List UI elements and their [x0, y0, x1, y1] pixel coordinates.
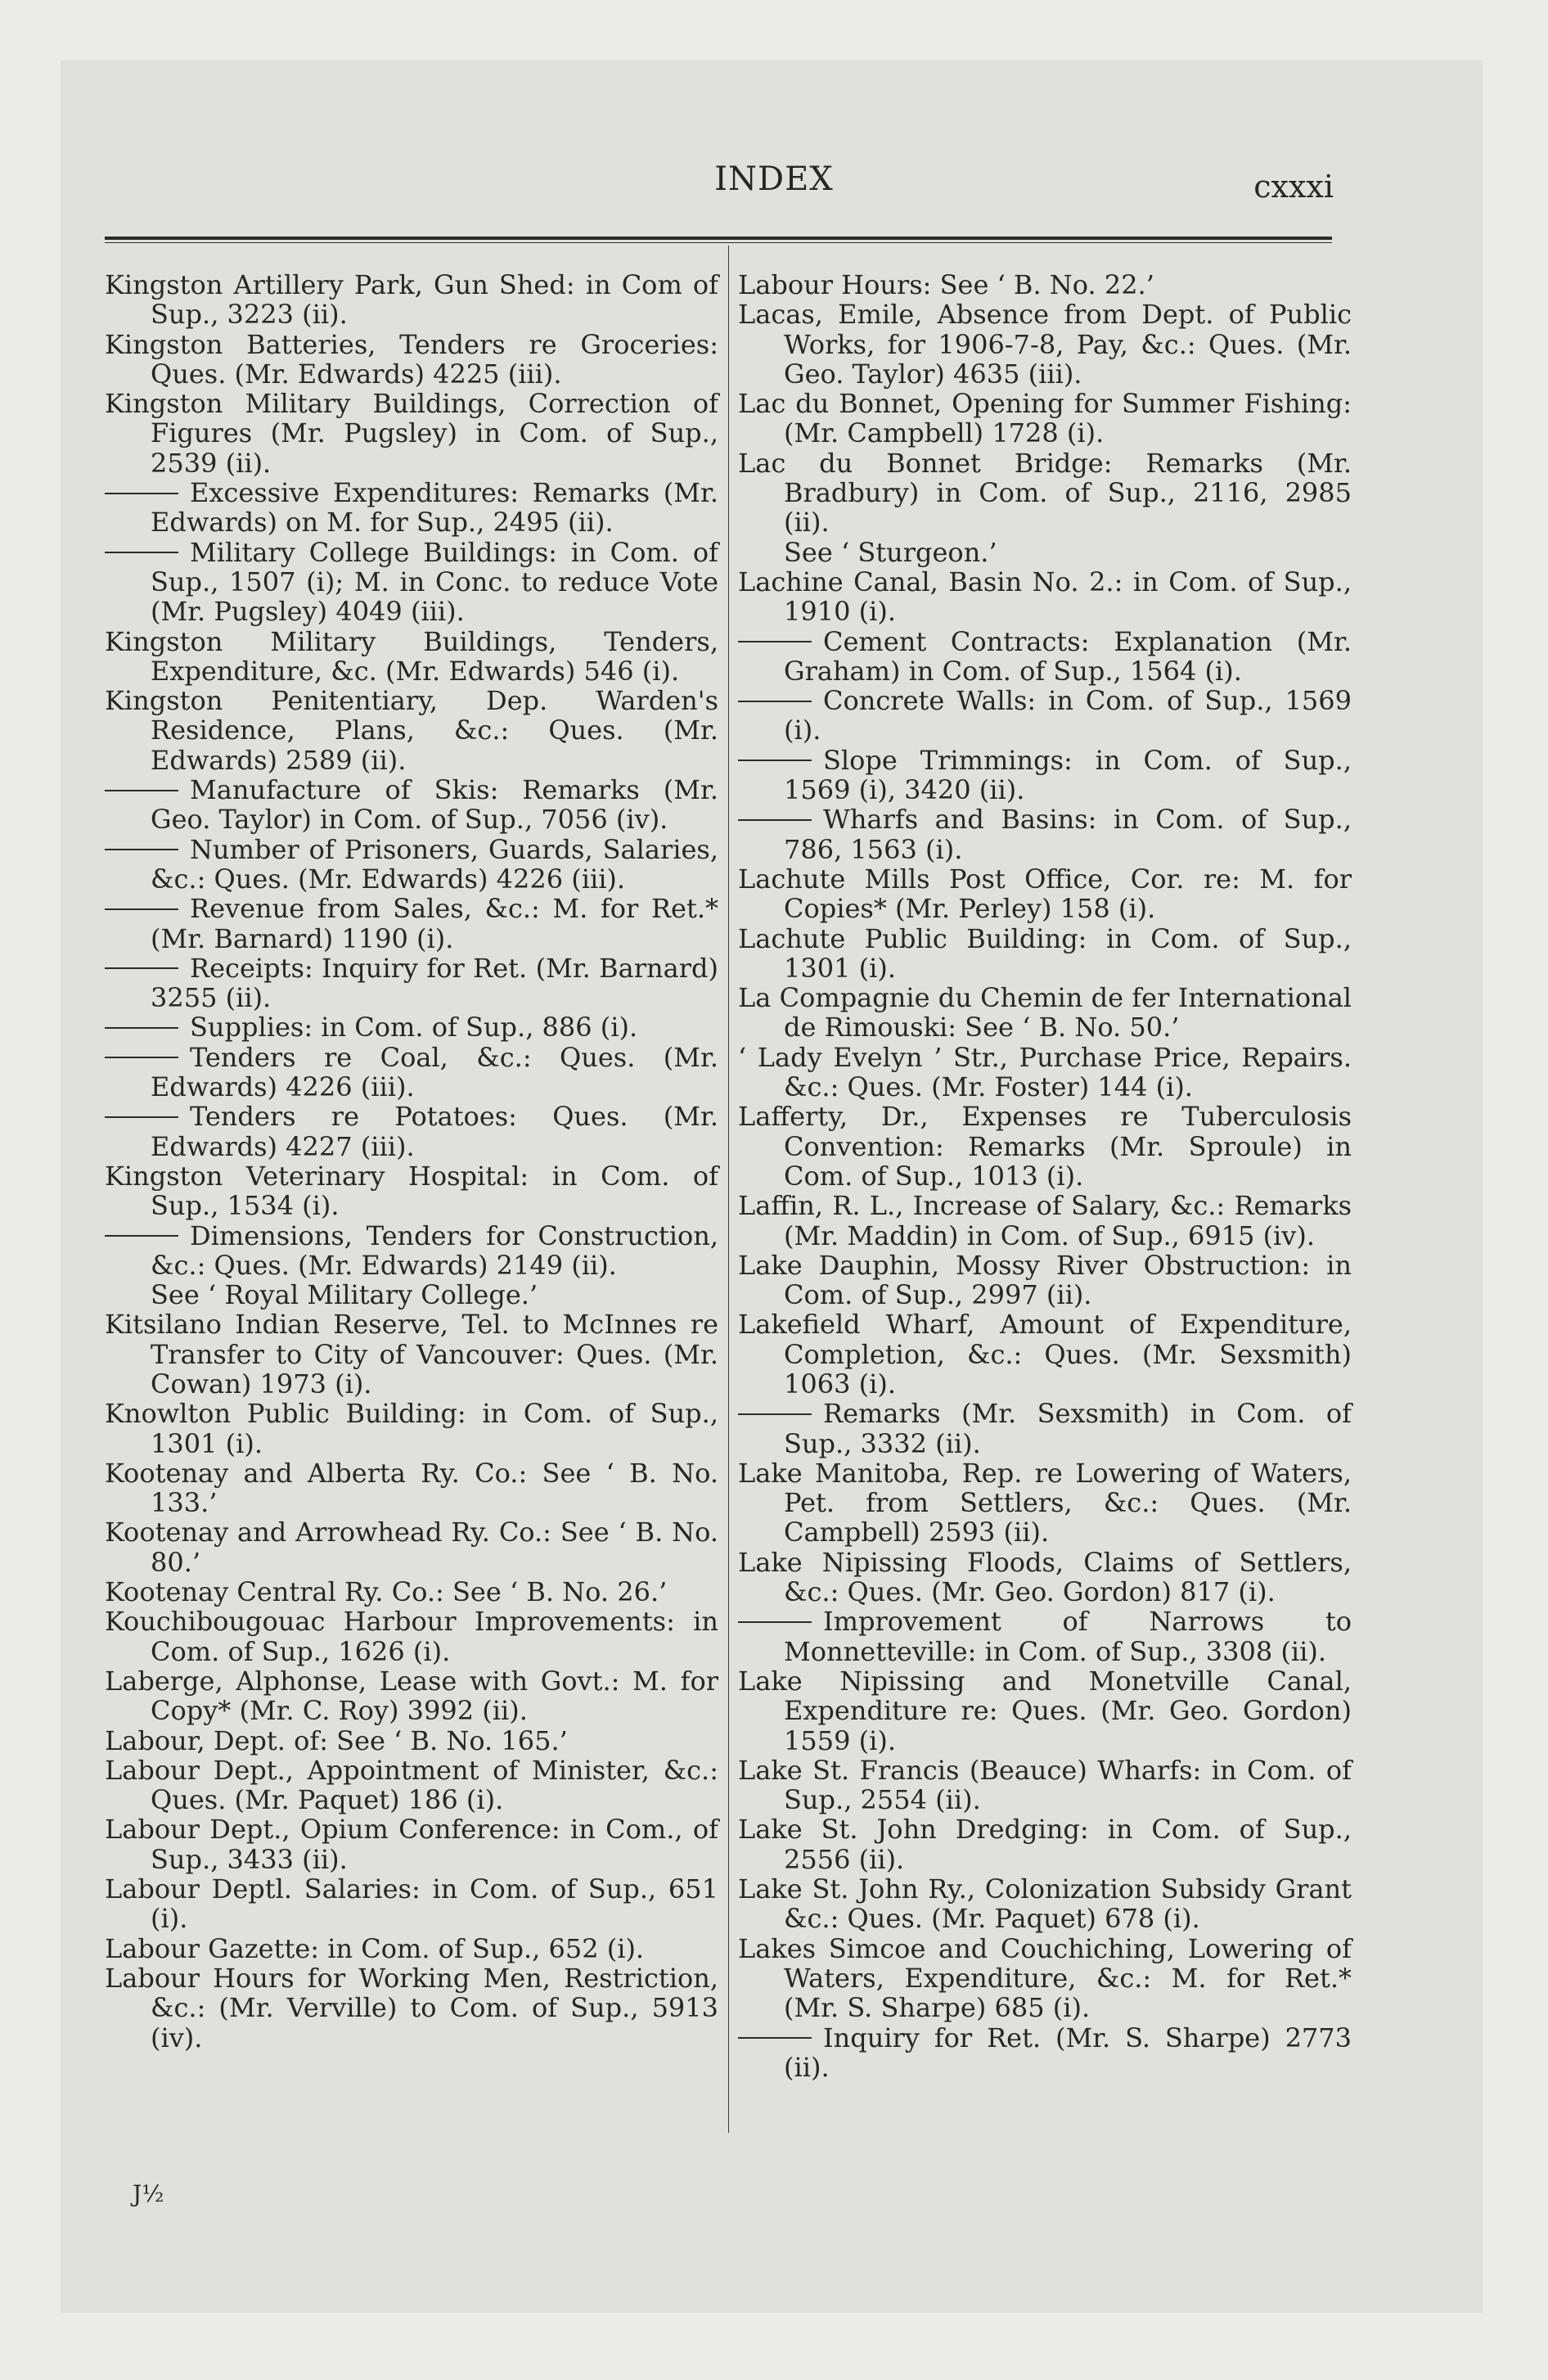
index-subentry	[105, 953, 718, 1013]
index-subentry	[105, 1043, 718, 1102]
ditto-dash	[738, 760, 812, 761]
entry-text: Lakes Simcoe and Couchiching, Lowering of Waters, Expenditure, &c.: M. for Ret.* (Mr. S. Sharpe) 685 (i).	[738, 1932, 1352, 2024]
ditto-dash	[105, 552, 178, 553]
entry-text: Lac du Bonnet, Opening for Summer Fishing: (Mr. Campbell) 1728 (i).	[738, 388, 1352, 449]
entry-text: Manufacture of Skis: Remarks (Mr. Geo. Taylor) in Com. of Sup., 7056 (iv).	[151, 774, 718, 836]
ditto-dash	[105, 1027, 178, 1029]
index-entry	[105, 1458, 718, 1518]
ditto-dash	[738, 2037, 812, 2039]
entry-text: Labour, Dept. of: See ‘ B. No. 165.’	[105, 1724, 568, 1756]
ditto-dash	[105, 908, 178, 910]
entry-text: Excessive Expenditures: Remarks (Mr. Edwards) on M. for Sup., 2495 (ii).	[151, 477, 718, 539]
index-subentry	[738, 627, 1352, 687]
entry-text: Lake Manitoba, Rep. re Lowering of Waters, Pet. from Settlers, &c.: Ques. (Mr. Campbell) 2593 (ii).	[738, 1457, 1352, 1548]
index-entry	[738, 389, 1352, 449]
index-entry	[105, 1963, 718, 2053]
entry-text: Kootenay and Arrowhead Ry. Co.: See ‘ B. No. 80.’	[105, 1517, 718, 1578]
entry-text: Labour Hours for Working Men, Restriction, &c.: (Mr. Verville) to Com. of Sup., 5913 (iv).	[105, 1962, 718, 2053]
index-subentry	[738, 746, 1352, 805]
index-entry	[105, 1577, 718, 1607]
ditto-dash	[105, 790, 178, 791]
ditto-dash	[105, 1235, 178, 1237]
entry-text: Inquiry for Ret. (Mr. S. Sharpe) 2773 (ii).	[784, 2022, 1352, 2083]
index-entry	[738, 1934, 1352, 2023]
index-subentry	[105, 1102, 718, 1161]
entry-text: Lafferty, Dr., Expenses re Tuberculosis Convention: Remarks (Mr. Sproule) in Com. of Sup., 1013 (i).	[738, 1101, 1352, 1192]
index-entry	[738, 1309, 1352, 1399]
ditto-dash	[738, 819, 812, 821]
entry-text: Kouchibougouac Harbour Improvements: in Com. of Sup., 1626 (i).	[105, 1606, 718, 1667]
right-column	[738, 270, 1352, 2082]
entry-text: Slope Trimmings: in Com. of Sup., 1569 (i), 3420 (ii).	[784, 744, 1352, 806]
entry-text: Military College Buildings: in Com. of Sup., 1507 (i); M. in Conc. to reduce Vote (Mr. Pugsley) 4049 (iii).	[151, 536, 718, 628]
page-number: cxxxi	[1253, 169, 1334, 205]
index-entry	[105, 686, 718, 775]
entry-text: Laberge, Alphonse, Lease with Govt.: M. for Copy* (Mr. C. Roy) 3992 (ii).	[105, 1665, 718, 1727]
index-entry	[105, 389, 718, 478]
entry-text: Lac du Bonnet Bridge: Remarks (Mr. Bradbury) in Com. of Sup., 2116, 2985 (ii).	[738, 447, 1352, 539]
index-entry	[738, 1814, 1352, 1874]
index-entry	[105, 1666, 718, 1726]
index-entry	[105, 1607, 718, 1666]
entry-text: Lachute Mills Post Office, Cor. re: M. for Copies* (Mr. Perley) 158 (i).	[738, 863, 1352, 925]
ditto-dash	[105, 967, 178, 969]
entry-text: ‘ Lady Evelyn ’ Str., Purchase Price, Repairs. &c.: Ques. (Mr. Foster) 144 (i).	[738, 1041, 1352, 1103]
index-entry	[105, 1280, 718, 1309]
index-entry	[105, 1517, 718, 1577]
entry-text: Kingston Veterinary Hospital: in Com. of Sup., 1534 (i).	[105, 1160, 718, 1222]
entry-text: Kingston Penitentiary, Dep. Warden's Residence, Plans, &c.: Ques. (Mr. Edwards) 2589 (ii).	[105, 685, 718, 776]
entry-text: Kingston Batteries, Tenders re Groceries: Ques. (Mr. Edwards) 4225 (iii).	[105, 328, 718, 390]
index-entry	[738, 300, 1352, 389]
entry-text: Revenue from Sales, &c.: M. for Ret.* (Mr. Barnard) 1190 (i).	[151, 893, 718, 954]
entry-text: Lacas, Emile, Absence from Dept. of Public Works, for 1906-7-8, Pay, &c.: Ques. (Mr. Geo. Taylor) 4635 (iii).	[738, 299, 1352, 390]
index-subentry	[105, 775, 718, 835]
entry-text: See ‘ Royal Military College.’	[151, 1279, 538, 1311]
index-entry	[738, 1874, 1352, 1934]
index-entry	[738, 1251, 1352, 1310]
entry-text: Labour Deptl. Salaries: in Com. of Sup., 651 (i).	[105, 1873, 718, 1935]
index-entry	[105, 330, 718, 390]
index-entry	[105, 1726, 718, 1756]
index-entry	[105, 1874, 718, 1934]
index-subentry	[738, 805, 1352, 864]
header-rule-thin	[105, 242, 1332, 243]
index-subentry	[105, 1221, 718, 1281]
entry-text: Lakefield Wharf, Amount of Expenditure, Completion, &c.: Ques. (Mr. Sexsmith) 1063 (i).	[738, 1309, 1352, 1400]
entry-text: Lake Nipissing and Monetville Canal, Expenditure re: Ques. (Mr. Geo. Gordon) 1559 (i).	[738, 1665, 1352, 1756]
ditto-dash	[738, 641, 812, 642]
entry-text: Lachute Public Building: in Com. of Sup., 1301 (i).	[738, 922, 1352, 984]
index-entry	[105, 1399, 718, 1458]
index-subentry	[105, 538, 718, 627]
index-subentry	[738, 1607, 1352, 1666]
entry-text: Dimensions, Tenders for Construction, &c.: Ques. (Mr. Edwards) 2149 (ii).	[151, 1219, 718, 1281]
index-subentry	[105, 1012, 718, 1042]
entry-text: La Compagnie du Chemin de fer International de Rimouski: See ‘ B. No. 50.’	[738, 982, 1352, 1044]
entry-text: Number of Prisoners, Guards, Salaries, &c.: Ques. (Mr. Edwards) 4226 (iii).	[151, 833, 718, 895]
page-title: INDEX	[714, 160, 834, 198]
left-column	[105, 270, 718, 2053]
index-subentry	[738, 686, 1352, 746]
index-entry	[738, 1102, 1352, 1191]
index-entry	[105, 1934, 718, 1963]
entry-text: Labour Gazette: in Com. of Sup., 652 (i).	[105, 1932, 645, 1964]
entry-text: Lake St. John Ry., Colonization Subsidy Grant &c.: Ques. (Mr. Paquet) 678 (i).	[738, 1873, 1352, 1935]
index-subentry	[738, 1399, 1352, 1458]
entry-text: Cement Contracts: Explanation (Mr. Graham) in Com. of Sup., 1564 (i).	[784, 625, 1352, 687]
entry-text: See ‘ Sturgeon.’	[784, 536, 997, 568]
entry-text: Remarks (Mr. Sexsmith) in Com. of Sup., 3332 (ii).	[784, 1398, 1352, 1459]
index-subentry	[105, 894, 718, 953]
index-entry	[738, 449, 1352, 538]
index-entry	[105, 1309, 718, 1399]
index-entry	[738, 1458, 1352, 1548]
entry-text: Wharfs and Basins: in Com. of Sup., 786, 1563 (i).	[784, 804, 1352, 865]
index-entry	[738, 924, 1352, 984]
entry-text: Labour Dept., Appointment of Minister, &c.: Ques. (Mr. Paquet) 186 (i).	[105, 1754, 718, 1816]
signature-mark: J½	[133, 2180, 164, 2207]
index-entry	[738, 983, 1352, 1043]
index-entry	[738, 270, 1352, 300]
index-subentry	[738, 2023, 1352, 2083]
ditto-dash	[738, 1413, 812, 1415]
index-entry	[105, 1756, 718, 1815]
entry-text: Improvement of Narrows to Monnetteville: in Com. of Sup., 3308 (ii).	[784, 1606, 1352, 1667]
index-entry	[105, 1161, 718, 1221]
index-entry	[738, 1191, 1352, 1251]
ditto-dash	[105, 1057, 178, 1058]
ditto-dash	[105, 849, 178, 850]
index-entry	[738, 567, 1352, 627]
index-entry	[105, 1814, 718, 1874]
ditto-dash	[738, 701, 812, 702]
entry-text: Kingston Military Buildings, Correction of Figures (Mr. Pugsley) in Com. of Sup., 2539 (ii).	[105, 388, 718, 479]
entry-text: Kingston Military Buildings, Tenders, Expenditure, &c. (Mr. Edwards) 546 (i).	[105, 625, 718, 687]
ditto-dash	[105, 493, 178, 494]
index-entry	[738, 1756, 1352, 1815]
entry-text: Laffin, R. L., Increase of Salary, &c.: Remarks (Mr. Maddin) in Com. of Sup., 6915 (iv).	[738, 1190, 1352, 1251]
entry-text: Supplies: in Com. of Sup., 886 (i).	[190, 1012, 638, 1044]
index-entry	[738, 864, 1352, 924]
entry-text: Lake Dauphin, Mossy River Obstruction: in Com. of Sup., 2997 (ii).	[738, 1249, 1352, 1311]
entry-text: Concrete Walls: in Com. of Sup., 1569 (i).	[784, 685, 1352, 746]
entry-text: Tenders re Coal, &c.: Ques. (Mr. Edwards) 4226 (iii).	[151, 1041, 718, 1103]
index-entry	[738, 1043, 1352, 1102]
index-entry	[738, 538, 1352, 567]
index-entry	[105, 627, 718, 687]
entry-text: Lake St. John Dredging: in Com. of Sup., 2556 (ii).	[738, 1814, 1352, 1875]
running-head	[0, 160, 1548, 210]
index-entry	[738, 1666, 1352, 1756]
entry-text: Labour Hours: See ‘ B. No. 22.’	[738, 269, 1154, 300]
index-entry	[738, 1548, 1352, 1607]
ditto-dash	[105, 1116, 178, 1118]
entry-text: Lake Nipissing Floods, Claims of Settlers, &c.: Ques. (Mr. Geo. Gordon) 817 (i).	[738, 1546, 1352, 1608]
entry-text: Tenders re Potatoes: Ques. (Mr. Edwards) 4227 (iii).	[151, 1101, 718, 1162]
header-rule-thick	[105, 237, 1332, 240]
entry-text: Receipts: Inquiry for Ret. (Mr. Barnard) 3255 (ii).	[151, 952, 718, 1014]
index-subentry	[105, 835, 718, 895]
entry-text: Kingston Artillery Park, Gun Shed: in Com of Sup., 3223 (ii).	[105, 269, 718, 331]
index-subentry	[105, 478, 718, 538]
entry-text: Kootenay Central Ry. Co.: See ‘ B. No. 26.’	[105, 1576, 668, 1608]
index-entry	[105, 270, 718, 330]
entry-text: Lachine Canal, Basin No. 2.: in Com. of Sup., 1910 (i).	[738, 566, 1352, 628]
entry-text: Knowlton Public Building: in Com. of Sup., 1301 (i).	[105, 1398, 718, 1459]
column-divider	[728, 246, 729, 2133]
entry-text: Labour Dept., Opium Conference: in Com., of Sup., 3433 (ii).	[105, 1814, 718, 1875]
entry-text: Kitsilano Indian Reserve, Tel. to McInnes re Transfer to City of Vancouver: Ques. (Mr. Cowan) 1973 (i).	[105, 1309, 718, 1400]
entry-text: Kootenay and Alberta Ry. Co.: See ‘ B. No. 133.’	[105, 1457, 718, 1519]
ditto-dash	[738, 1621, 812, 1623]
entry-text: Lake St. Francis (Beauce) Wharfs: in Com. of Sup., 2554 (ii).	[738, 1754, 1352, 1816]
